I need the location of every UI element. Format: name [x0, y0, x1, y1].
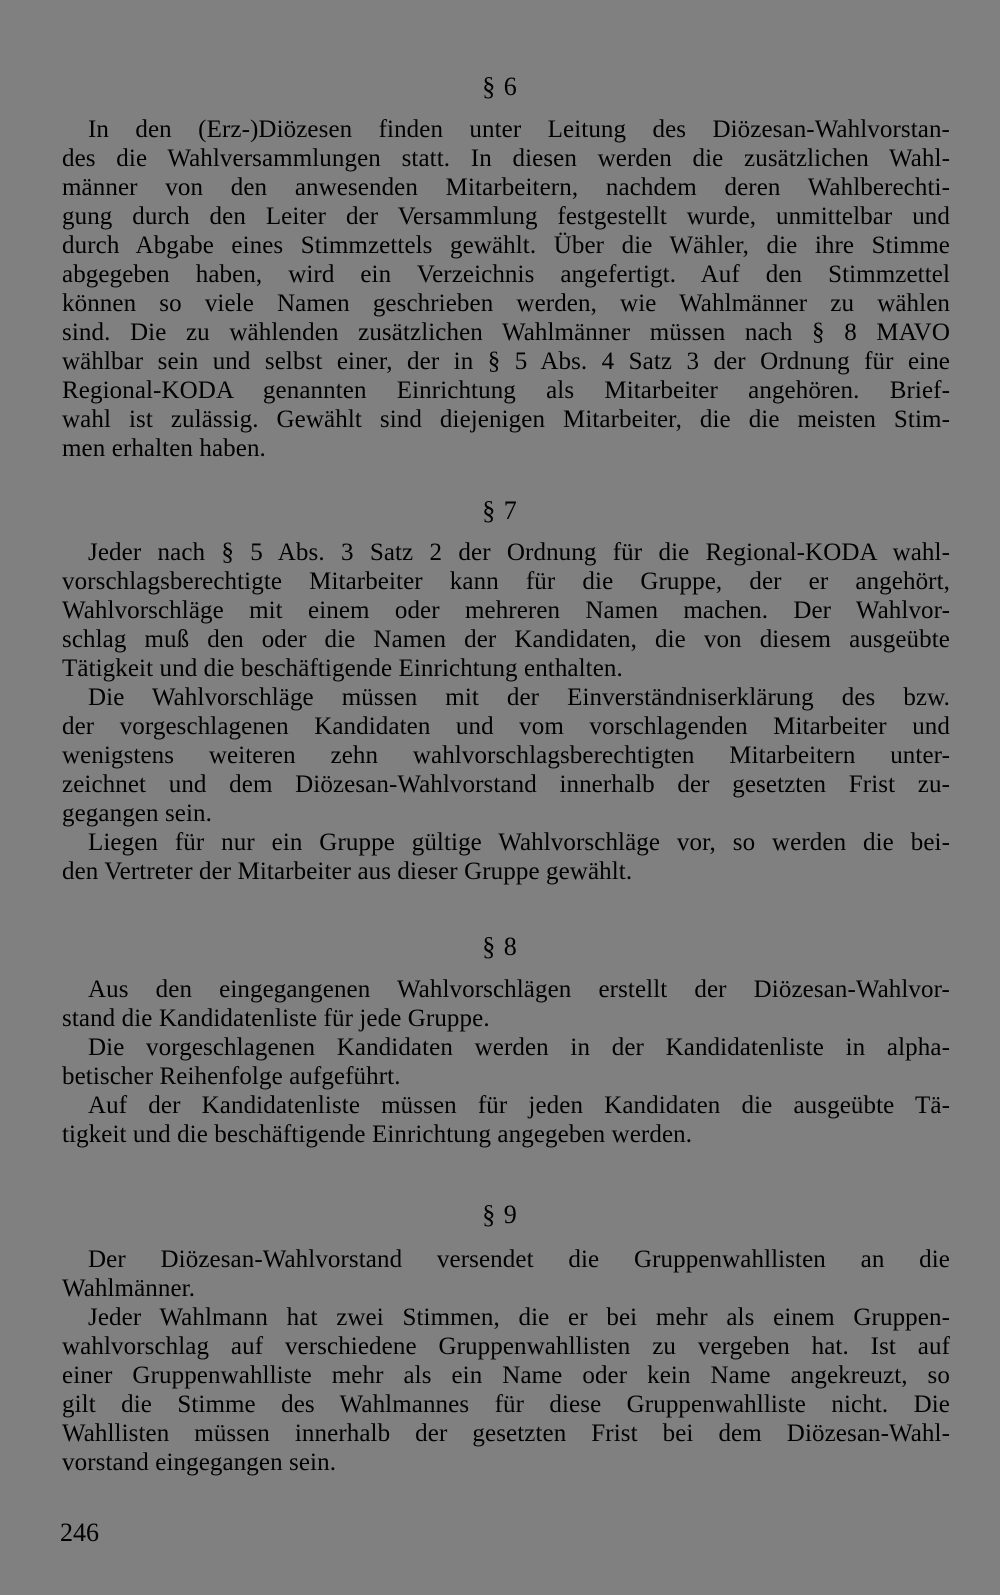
paragraph-line: men erhalten haben. [62, 435, 266, 462]
paragraph-line: Tätigkeit und die beschäftigende Einrichtung enthalten. [62, 655, 623, 682]
paragraph-line: wahlvorschlag auf verschiedene Gruppenwahllisten zu vergeben hat. Ist auf [62, 1333, 950, 1360]
paragraph-line: Liegen für nur ein Gruppe gültige Wahlvorschläge vor, so werden die bei- [88, 829, 950, 856]
paragraph-line: wenigstens weiteren zehn wahlvorschlagsberechtigten Mitarbeitern unter- [62, 742, 950, 769]
paragraph-line: stand die Kandidatenliste für jede Gruppe. [62, 1005, 490, 1032]
paragraph-line: können so viele Namen geschrieben werden, wie Wahlmänner zu wählen [62, 290, 950, 317]
section-heading: § 6 [482, 72, 518, 101]
paragraph-line: gilt die Stimme des Wahlmannes für diese Gruppenwahlliste nicht. Die [62, 1391, 950, 1418]
paragraph-line: Die vorgeschlagenen Kandidaten werden in der Kandidatenliste in alpha- [88, 1034, 950, 1061]
paragraph-line: abgegeben haben, wird ein Verzeichnis angefertigt. Auf den Stimmzettel [62, 261, 950, 288]
paragraph-line: Aus den eingegangenen Wahlvorschlägen erstellt der Diözesan-Wahlvor- [88, 976, 950, 1003]
paragraph-line: des die Wahlversammlungen statt. In diesen werden die zusätzlichen Wahl- [62, 145, 950, 172]
paragraph-line: den Vertreter der Mitarbeiter aus dieser Gruppe gewählt. [62, 858, 633, 885]
page-number: 246 [60, 1518, 99, 1547]
paragraph-line: Die Wahlvorschläge müssen mit der Einverständniserklärung des bzw. [88, 684, 950, 711]
paragraph-line: Jeder Wahlmann hat zwei Stimmen, die er bei mehr als einem Gruppen- [88, 1304, 950, 1331]
paragraph-line: betischer Reihenfolge aufgeführt. [62, 1063, 401, 1090]
paragraph-line: gung durch den Leiter der Versammlung festgestellt wurde, unmittelbar und [62, 203, 950, 230]
paragraph-line: Wahlmänner. [62, 1275, 196, 1302]
paragraph-line: gegangen sein. [62, 800, 212, 827]
paragraph-line: zeichnet und dem Diözesan-Wahlvorstand innerhalb der gesetzten Frist zu- [62, 771, 950, 798]
section-heading: § 8 [482, 932, 518, 961]
paragraph-line: der vorgeschlagenen Kandidaten und vom vorschlagenden Mitarbeiter und [62, 713, 950, 740]
paragraph-line: durch Abgabe eines Stimmzettels gewählt. Über die Wähler, die ihre Stimme [62, 232, 950, 259]
paragraph-line: tigkeit und die beschäftigende Einrichtung angegeben werden. [62, 1121, 693, 1148]
paragraph-line: wahl ist zulässig. Gewählt sind diejenigen Mitarbeiter, die die meisten Stim- [62, 406, 950, 433]
paragraph-line: sind. Die zu wählenden zusätzlichen Wahlmänner müssen nach § 8 MAVO [62, 319, 950, 346]
paragraph-line: vorschlagsberechtigte Mitarbeiter kann für die Gruppe, der er angehört, [62, 568, 950, 595]
section-heading: § 7 [482, 496, 518, 525]
paragraph-line: Wahlvorschläge mit einem oder mehreren Namen machen. Der Wahlvor- [62, 597, 950, 624]
section-heading: § 9 [482, 1200, 518, 1229]
paragraph-line: vorstand eingegangen sein. [62, 1449, 337, 1476]
paragraph-line: männer von den anwesenden Mitarbeitern, nachdem deren Wahlberechti- [62, 174, 950, 201]
paragraph-line: Auf der Kandidatenliste müssen für jeden Kandidaten die ausgeübte Tä- [88, 1092, 950, 1119]
paragraph-line: wählbar sein und selbst einer, der in § 5 Abs. 4 Satz 3 der Ordnung für eine [62, 348, 950, 375]
paragraph-line: Jeder nach § 5 Abs. 3 Satz 2 der Ordnung für die Regional-KODA wahl- [88, 539, 950, 566]
paragraph-line: Regional-KODA genannten Einrichtung als Mitarbeiter angehören. Brief- [62, 377, 950, 404]
paragraph-line: Der Diözesan-Wahlvorstand versendet die Gruppenwahllisten an die [88, 1246, 950, 1273]
paragraph-line: Wahllisten müssen innerhalb der gesetzten Frist bei dem Diözesan-Wahl- [62, 1420, 950, 1447]
paragraph-line: In den (Erz-)Diözesen finden unter Leitung des Diözesan-Wahlvorstan- [88, 116, 950, 143]
paragraph-line: einer Gruppenwahlliste mehr als ein Name oder kein Name angekreuzt, so [62, 1362, 950, 1389]
paragraph-line: schlag muß den oder die Namen der Kandidaten, die von diesem ausgeübte [62, 626, 950, 653]
